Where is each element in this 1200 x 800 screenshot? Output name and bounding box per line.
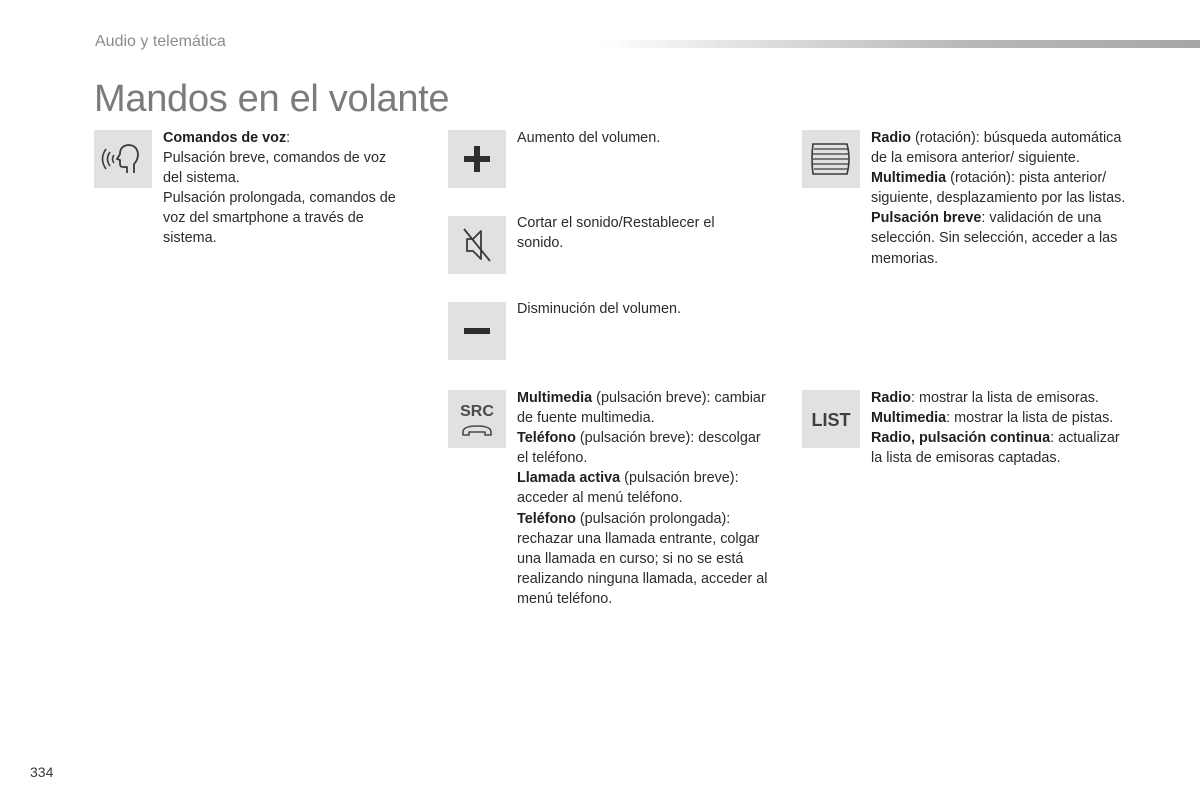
desc-line: Disminución del volumen.	[517, 301, 681, 317]
desc-line: Pulsación breve, comandos de voz del sistema.	[163, 150, 387, 187]
page-title: Mandos en el volante	[94, 78, 450, 120]
desc-line: Teléfono (pulsación breve): descolgar el teléfono.	[517, 430, 761, 467]
thumbwheel-icon	[809, 141, 853, 177]
page-number: 334	[30, 764, 54, 780]
desc-line: Llamada activa (pulsación breve): acceder al menú teléfono.	[517, 470, 739, 507]
minus-icon	[462, 316, 492, 346]
desc-line: Radio: mostrar la lista de emisoras.	[871, 390, 1099, 406]
desc-line: Pulsación breve: validación de una selección. Sin selección, acceder a las memorias.	[871, 210, 1118, 267]
desc-line: Multimedia (pulsación breve): cambiar de fuente multimedia.	[517, 390, 766, 427]
desc-line: Comandos de voz:	[163, 130, 291, 146]
voice-command-description	[163, 128, 408, 249]
src-label: SRC	[460, 403, 494, 420]
voice-command-icon	[101, 137, 145, 181]
plus-icon	[462, 144, 492, 174]
section-label: Audio y telemática	[95, 33, 226, 50]
mute-button	[448, 216, 506, 274]
desc-line: Aumento del volumen.	[517, 130, 661, 146]
src-description	[517, 388, 772, 609]
volume-up-description	[517, 128, 767, 148]
volume-up-button	[448, 130, 506, 188]
list-icon	[806, 404, 856, 434]
thumbwheel-description	[871, 128, 1133, 269]
mute-description	[517, 213, 752, 253]
header-bar	[600, 40, 1200, 48]
desc-line: Radio (rotación): búsqueda automática de la emisora anterior/ siguiente.	[871, 130, 1122, 167]
desc-line: Multimedia: mostrar la lista de pistas.	[871, 410, 1114, 427]
desc-line: Pulsación prolongada, comandos de voz del smartphone a través de sistema.	[163, 190, 396, 247]
list-label: LIST	[811, 410, 851, 430]
desc-line: Cortar el sonido/Restablecer el sonido.	[517, 215, 715, 252]
desc-line: Multimedia (rotación): pista anterior/ siguiente, desplazamiento por las listas.	[871, 170, 1126, 207]
src-phone-icon	[452, 394, 502, 444]
list-button	[802, 390, 860, 448]
volume-down-description	[517, 299, 767, 319]
list-description	[871, 388, 1133, 468]
mute-icon	[459, 225, 495, 265]
voice-command-button	[94, 130, 152, 188]
src-button	[448, 390, 506, 448]
thumbwheel-control	[802, 130, 860, 188]
volume-down-button	[448, 302, 506, 360]
desc-line: Teléfono (pulsación prolongada): rechazar una llamada entrante, colgar una llamada en curso; si no se está realizando ninguna llamada, acceder al menú teléfono.	[517, 510, 768, 607]
desc-line: Radio, pulsación continua: actualizar la lista de emisoras captadas.	[871, 430, 1120, 467]
